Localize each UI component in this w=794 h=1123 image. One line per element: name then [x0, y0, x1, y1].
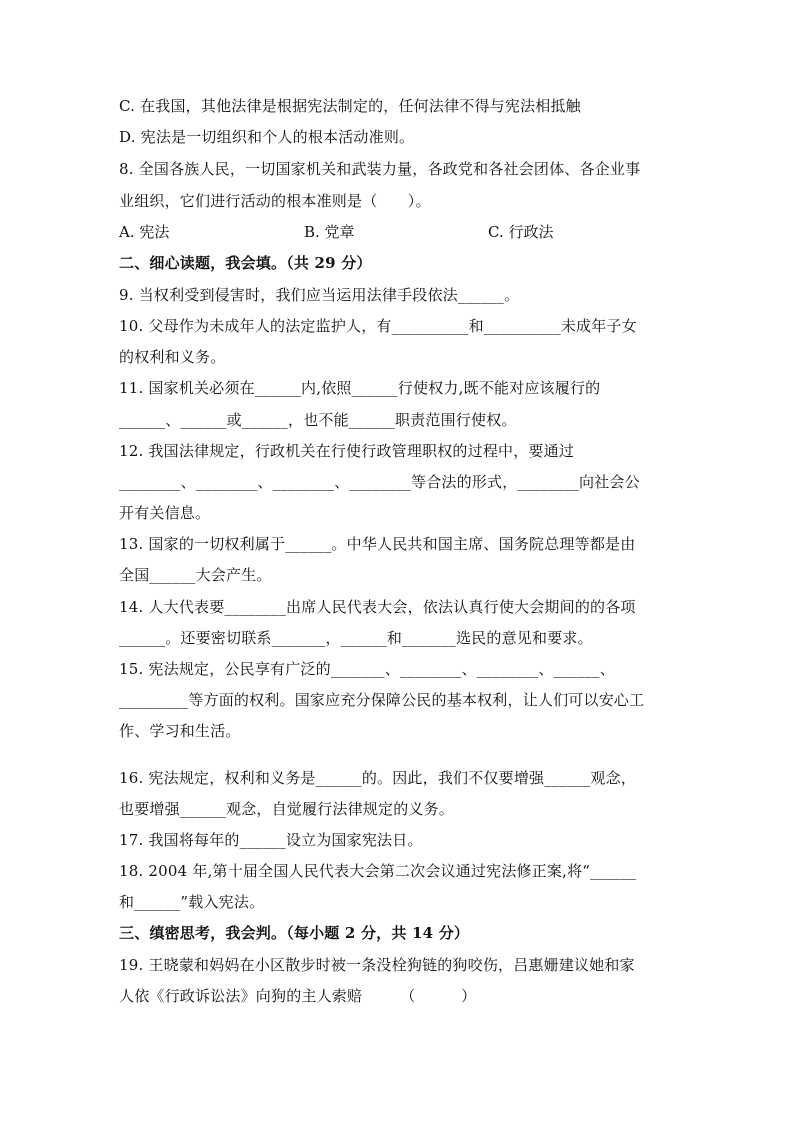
- q11-text-line2: ______、______或______，也不能______职责范围行使权。: [119, 411, 517, 429]
- q13-text-line2: 全国______大会产生。: [119, 566, 272, 584]
- q8-option-b: B. 党章: [304, 223, 355, 241]
- q11-text-line1: 11. 国家机关必须在______内,依照______行使权力,既不能对应该履行的: [119, 379, 601, 397]
- q15-text-line3: 作、学习和生活。: [119, 722, 241, 740]
- q10-text-line2: 的权利和义务。: [119, 348, 226, 366]
- q17-text: 17. 我国将每年的______设立为国家宪法日。: [119, 831, 423, 849]
- q10-text-line1: 10. 父母作为未成年人的法定监护人，有__________和__________未成年子女: [119, 317, 637, 335]
- q7-option-d: D. 宪法是一切组织和个人的根本活动准则。: [119, 128, 415, 146]
- q8-text-line2: 业组织，它们进行活动的根本准则是（ ）。: [119, 192, 431, 210]
- q8-option-a: A. 宪法: [119, 223, 170, 241]
- q9-text: 9. 当权利受到侵害时，我们应当运用法律手段依法______。: [119, 286, 520, 304]
- q8-text-line1: 8. 全国各族人民，一切国家机关和武装力量，各政党和各社会团体、各企业事: [119, 160, 641, 178]
- q19-text-line1: 19. 王晓蒙和妈妈在小区散步时被一条没栓狗链的狗咬伤，吕惠姗建议她和家: [119, 956, 635, 974]
- q15-text-line1: 15. 宪法规定，公民享有广泛的_______、________、________、______、: [119, 660, 615, 678]
- q12-text-line1: 12. 我国法律规定，行政机关在行使行政管理职权的过程中，要通过: [119, 442, 575, 460]
- q12-text-line3: 开有关信息。: [119, 504, 211, 522]
- q15-text-line2: _________等方面的权利。国家应充分保障公民的基本权利，让人们可以安心工: [119, 691, 645, 709]
- q14-text-line1: 14. 人大代表要________出席人民代表大会，依法认真行使大会期间的的各项: [119, 598, 636, 616]
- q16-text-line1: 16. 宪法规定，权利和义务是______的。因此，我们不仅要增强______观念，: [119, 769, 637, 787]
- section-two-heading: 二、细心读题，我会填。（共 29 分）: [119, 254, 372, 272]
- q13-text-line1: 13. 国家的一切权利属于______。中华人民共和国主席、国务院总理等都是由: [119, 535, 636, 553]
- q12-text-line2: ________、________、________、________等合法的形式，________向社会公: [119, 473, 640, 491]
- q18-text-line2: 和______”载入宪法。: [119, 893, 265, 911]
- q19-text-line2: 人依《行政诉讼法》向狗的主人索赔 （ ）: [119, 987, 477, 1005]
- q18-text-line1: 18. 2004 年,第十届全国人民代表大会第二次会议通过宪法修正案,将“______: [119, 862, 637, 880]
- q16-text-line2: 也要增强______观念，自觉履行法律规定的义务。: [119, 800, 455, 818]
- section-three-heading: 三、缜密思考，我会判。（每小题 2 分，共 14 分）: [119, 924, 470, 942]
- q8-option-c: C. 行政法: [488, 223, 554, 241]
- q7-option-c: C. 在我国，其他法律是根据宪法制定的，任何法律不得与宪法相抵触: [119, 97, 581, 115]
- q14-text-line2: ______。还要密切联系_______，______和_______选民的意见和要求。: [119, 629, 593, 647]
